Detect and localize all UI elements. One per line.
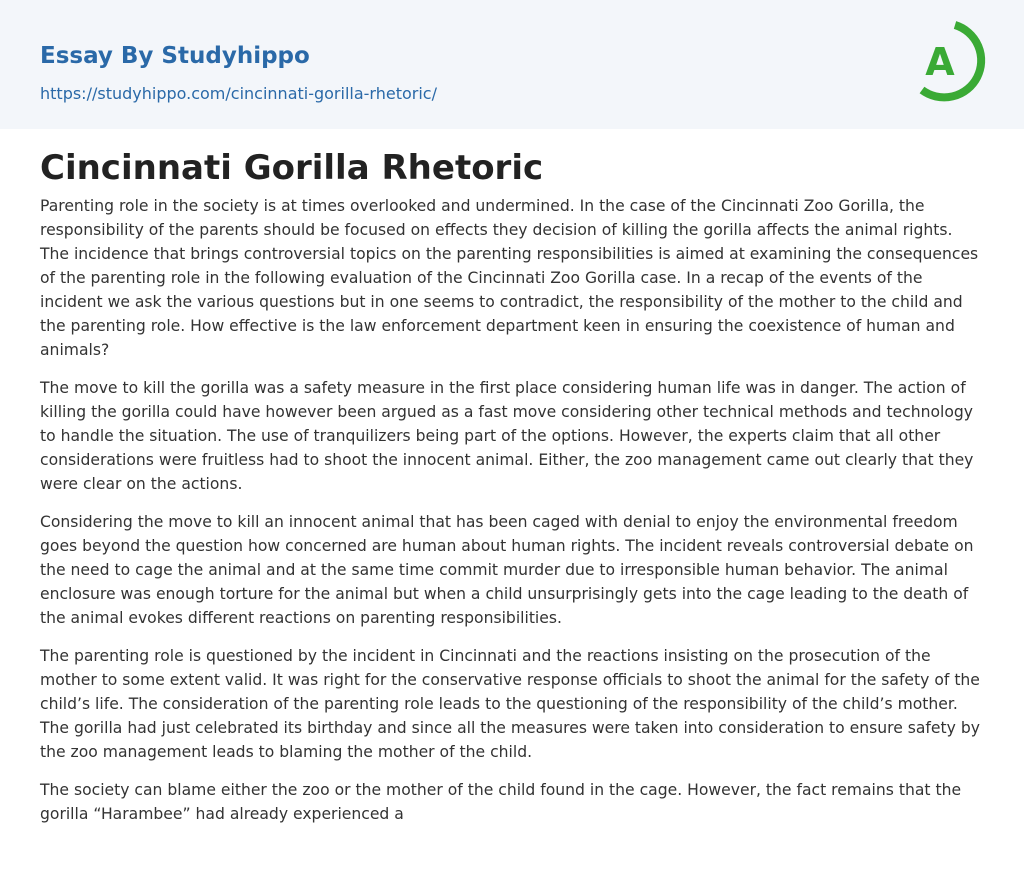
article-paragraph: Parenting role in the society is at times overlooked and undermined. In the case of the Cincinnati Zoo Gorilla, the responsibility of the parents should be focused on effects they decision of killing the gorilla affects the animal rights. The incidence that brings controversial topics on the parenting responsibilities is aimed at examining the consequences of the parenting role in the following evaluation of the Cincinnati Zoo Gorilla case. In a recap of the events of the incident we ask the various questions but in one seems to contradict, the responsibility of the mother to the child and the parenting role. How effective is the law enforcement department keen in ensuring the coexistence of human and animals? [40, 197, 979, 359]
article-paragraph: Considering the move to kill an innocent animal that has been caged with denial to enjoy the environmental freedom goes beyond the question how concerned are human about human rights. The incident reveals controversial debate on the need to cage the animal and at the same time commit murder due to irresponsible human behavior. The animal enclosure was enough torture for the animal but when a child unsurprisingly gets into the cage leading to the death of the animal evokes different reactions on parenting responsibilities. [40, 513, 974, 627]
brand-title: Essay By Studyhippo [40, 43, 310, 69]
essay-url-link[interactable]: https://studyhippo.com/cincinnati-gorilla-rhetoric/ [40, 84, 437, 103]
article-title: Cincinnati Gorilla Rhetoric [40, 148, 544, 188]
article-paragraph: The society can blame either the zoo or the mother of the child found in the cage. However, the fact remains that the gorilla “Harambee” had already experienced a [40, 781, 962, 823]
logo-letter: A [925, 40, 955, 84]
article-paragraph: The move to kill the gorilla was a safety measure in the first place considering human life was in danger. The action of killing the gorilla could have however been argued as a fast move considering other technical methods and technology to handle the situation. The use of tranquilizers being part of the options. However, the experts claim that all other considerations were fruitless had to shoot the innocent animal. Either, the zoo management came out clearly that they were clear on the actions. [40, 379, 974, 493]
article-paragraph: The parenting role is questioned by the incident in Cincinnati and the reactions insisting on the prosecution of the mother to some extent valid. It was right for the conservative response officials to shoot the animal for the safety of the child’s life. The consideration of the parenting role leads to the questioning of the responsibility of the child’s mother. The gorilla had just celebrated its birthday and since all the measures were taken into consideration to ensure safety by the zoo management leads to blaming the mother of the child. [40, 647, 980, 761]
site-header [0, 0, 1024, 129]
article-content [40, 146, 984, 826]
studyhippo-logo-icon [912, 18, 986, 106]
